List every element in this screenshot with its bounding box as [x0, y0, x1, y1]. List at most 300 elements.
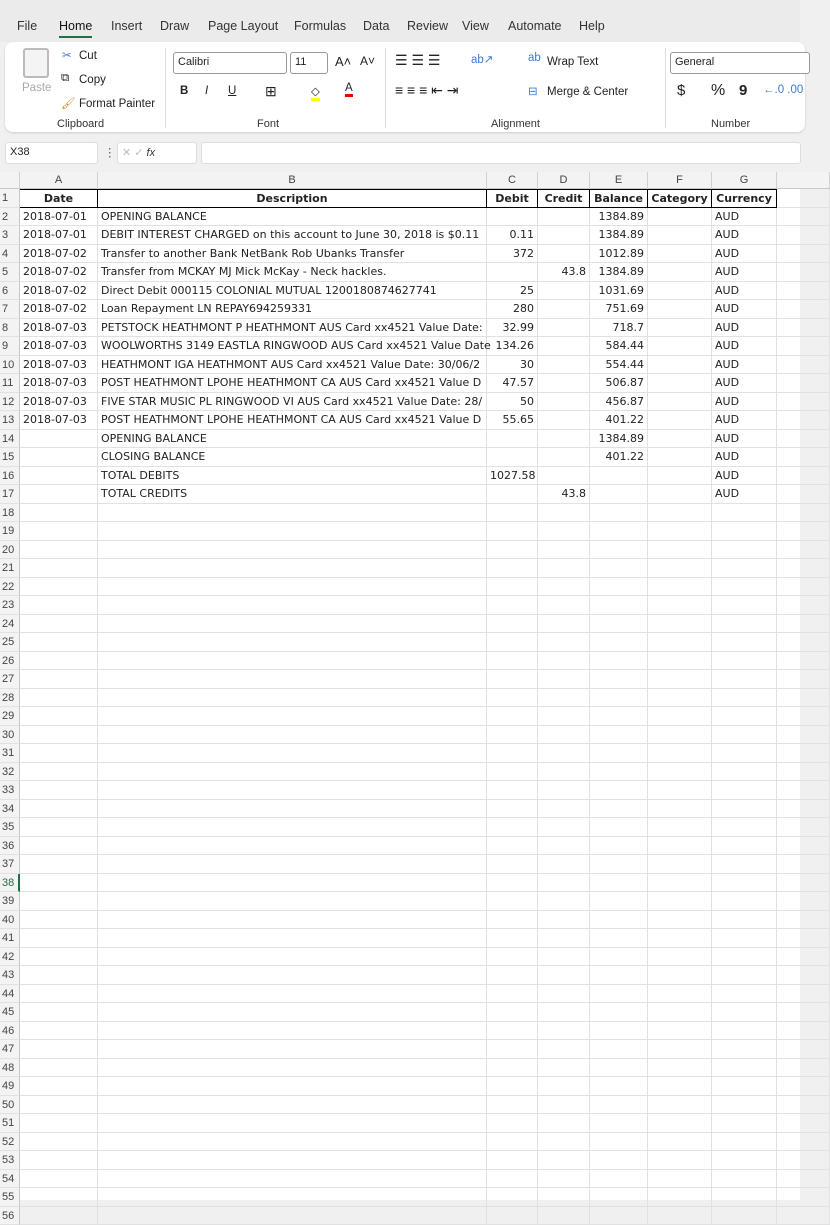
table-cell[interactable] — [20, 448, 98, 467]
table-cell[interactable] — [487, 652, 538, 671]
table-cell[interactable] — [487, 929, 538, 948]
table-cell[interactable]: FIVE STAR MUSIC PL RINGWOOD VI AUS Card xx4521 Value Date: 28/ — [98, 393, 487, 412]
table-cell[interactable] — [777, 226, 830, 245]
table-cell[interactable] — [712, 1114, 777, 1133]
table-cell[interactable] — [590, 929, 648, 948]
table-cell[interactable] — [648, 726, 712, 745]
row-header[interactable]: 13 — [0, 411, 20, 430]
row-header[interactable]: 53 — [0, 1151, 20, 1170]
table-cell[interactable]: AUD — [712, 393, 777, 412]
table-cell[interactable] — [712, 818, 777, 837]
table-cell[interactable] — [538, 837, 590, 856]
table-cell[interactable] — [538, 1188, 590, 1207]
table-cell[interactable] — [538, 800, 590, 819]
table-cell[interactable]: AUD — [712, 319, 777, 338]
menu-home[interactable]: Home — [59, 19, 92, 38]
table-cell[interactable] — [98, 763, 487, 782]
table-cell[interactable] — [777, 911, 830, 930]
table-cell[interactable] — [538, 541, 590, 560]
table-cell[interactable] — [98, 726, 487, 745]
table-cell[interactable] — [777, 1003, 830, 1022]
table-cell[interactable] — [648, 319, 712, 338]
table-cell[interactable] — [648, 633, 712, 652]
table-cell[interactable] — [777, 374, 830, 393]
table-cell[interactable] — [712, 855, 777, 874]
table-cell[interactable] — [20, 633, 98, 652]
table-cell[interactable] — [648, 430, 712, 449]
table-cell[interactable] — [712, 689, 777, 708]
table-cell[interactable] — [538, 337, 590, 356]
table-cell[interactable] — [98, 1077, 487, 1096]
table-cell[interactable]: 2018-07-03 — [20, 393, 98, 412]
table-cell[interactable] — [538, 1151, 590, 1170]
table-cell[interactable] — [98, 689, 487, 708]
table-cell[interactable] — [777, 467, 830, 486]
table-cell[interactable] — [538, 1040, 590, 1059]
table-cell[interactable] — [20, 892, 98, 911]
table-cell[interactable] — [487, 485, 538, 504]
table-cell[interactable] — [487, 1059, 538, 1078]
table-cell[interactable]: AUD — [712, 208, 777, 227]
font-color-icon[interactable]: A — [345, 82, 353, 97]
table-cell[interactable]: DEBIT INTEREST CHARGED on this account to June 30, 2018 is $0.11 — [98, 226, 487, 245]
table-cell[interactable] — [20, 707, 98, 726]
menu-formulas[interactable]: Formulas — [294, 19, 346, 33]
table-cell[interactable] — [648, 374, 712, 393]
table-cell[interactable] — [777, 874, 830, 893]
row-header[interactable]: 15 — [0, 448, 20, 467]
table-cell[interactable] — [648, 504, 712, 523]
table-cell[interactable] — [487, 559, 538, 578]
table-cell[interactable] — [648, 1059, 712, 1078]
table-cell[interactable] — [538, 763, 590, 782]
table-cell[interactable] — [487, 948, 538, 967]
table-cell[interactable] — [98, 781, 487, 800]
font-name-select[interactable]: Calibri — [173, 52, 287, 74]
table-cell[interactable] — [777, 615, 830, 634]
row-header[interactable]: 38 — [0, 874, 20, 893]
table-cell[interactable] — [648, 467, 712, 486]
table-cell[interactable] — [20, 504, 98, 523]
table-cell[interactable] — [20, 559, 98, 578]
table-cell[interactable] — [20, 1040, 98, 1059]
table-cell[interactable] — [538, 448, 590, 467]
table-cell[interactable] — [590, 1077, 648, 1096]
increase-font-icon[interactable]: A˄ — [335, 54, 351, 69]
table-cell[interactable] — [648, 929, 712, 948]
row-header[interactable]: 44 — [0, 985, 20, 1004]
table-cell[interactable] — [648, 615, 712, 634]
table-cell[interactable] — [487, 1188, 538, 1207]
table-cell[interactable]: Loan Repayment LN REPAY694259331 — [98, 300, 487, 319]
table-cell[interactable] — [98, 837, 487, 856]
table-cell[interactable] — [98, 1151, 487, 1170]
table-cell[interactable] — [777, 670, 830, 689]
table-cell[interactable]: OPENING BALANCE — [98, 208, 487, 227]
table-cell[interactable]: 2018-07-03 — [20, 374, 98, 393]
table-cell[interactable]: AUD — [712, 263, 777, 282]
table-cell[interactable] — [590, 1040, 648, 1059]
currency-button[interactable]: $ — [677, 82, 685, 99]
table-cell[interactable] — [712, 985, 777, 1004]
table-cell[interactable] — [590, 504, 648, 523]
table-cell[interactable]: 718.7 — [590, 319, 648, 338]
table-cell[interactable]: 2018-07-03 — [20, 319, 98, 338]
table-cell[interactable]: 30 — [487, 356, 538, 375]
column-header-c[interactable]: C — [487, 172, 538, 189]
table-cell[interactable] — [487, 633, 538, 652]
table-cell[interactable] — [538, 1133, 590, 1152]
row-header[interactable]: 45 — [0, 1003, 20, 1022]
table-cell[interactable] — [538, 1096, 590, 1115]
table-cell[interactable] — [538, 652, 590, 671]
merge-center-button[interactable]: Merge & Center — [547, 86, 628, 98]
table-cell[interactable] — [590, 615, 648, 634]
menu-review[interactable]: Review — [407, 19, 448, 33]
table-cell[interactable] — [98, 522, 487, 541]
row-header[interactable]: 22 — [0, 578, 20, 597]
table-cell[interactable] — [487, 430, 538, 449]
bold-button[interactable]: B — [180, 85, 188, 97]
table-cell[interactable] — [487, 522, 538, 541]
table-cell[interactable] — [590, 985, 648, 1004]
table-cell[interactable] — [712, 1151, 777, 1170]
table-cell[interactable] — [538, 356, 590, 375]
table-cell[interactable] — [648, 966, 712, 985]
row-header[interactable]: 40 — [0, 911, 20, 930]
table-cell[interactable]: AUD — [712, 374, 777, 393]
table-cell[interactable] — [712, 929, 777, 948]
table-cell[interactable] — [20, 1170, 98, 1189]
table-cell[interactable] — [20, 800, 98, 819]
table-cell[interactable] — [20, 929, 98, 948]
table-cell[interactable] — [487, 615, 538, 634]
table-cell[interactable] — [712, 948, 777, 967]
row-header[interactable]: 25 — [0, 633, 20, 652]
table-cell[interactable]: CLOSING BALANCE — [98, 448, 487, 467]
table-cell[interactable] — [648, 393, 712, 412]
table-cell[interactable] — [538, 855, 590, 874]
table-cell[interactable] — [777, 948, 830, 967]
table-cell[interactable] — [538, 208, 590, 227]
table-cell[interactable] — [777, 578, 830, 597]
table-cell[interactable] — [98, 929, 487, 948]
table-cell[interactable]: AUD — [712, 226, 777, 245]
table-cell[interactable] — [648, 411, 712, 430]
table-cell[interactable] — [712, 596, 777, 615]
table-cell[interactable] — [538, 781, 590, 800]
table-cell[interactable] — [777, 356, 830, 375]
row-header[interactable]: 12 — [0, 393, 20, 412]
table-cell[interactable] — [538, 726, 590, 745]
table-cell[interactable] — [487, 855, 538, 874]
table-cell[interactable] — [590, 559, 648, 578]
table-cell[interactable] — [777, 1040, 830, 1059]
row-header[interactable]: 7 — [0, 300, 20, 319]
table-cell[interactable] — [20, 615, 98, 634]
table-cell[interactable] — [590, 726, 648, 745]
table-cell[interactable] — [538, 744, 590, 763]
table-cell[interactable] — [777, 689, 830, 708]
table-cell[interactable] — [777, 818, 830, 837]
table-cell[interactable] — [487, 707, 538, 726]
row-header[interactable]: 2 — [0, 208, 20, 227]
copy-button[interactable]: Copy — [79, 74, 106, 86]
table-cell[interactable] — [712, 707, 777, 726]
table-cell[interactable] — [20, 763, 98, 782]
table-cell[interactable] — [538, 319, 590, 338]
table-cell[interactable] — [538, 393, 590, 412]
table-cell[interactable]: POST HEATHMONT LPOHE HEATHMONT CA AUS Card xx4521 Value D — [98, 374, 487, 393]
table-cell[interactable] — [777, 1207, 830, 1225]
table-cell[interactable] — [590, 855, 648, 874]
table-cell[interactable] — [487, 1207, 538, 1225]
menu-insert[interactable]: Insert — [111, 19, 142, 33]
table-cell[interactable] — [538, 226, 590, 245]
table-cell[interactable] — [20, 541, 98, 560]
table-cell[interactable] — [487, 504, 538, 523]
table-cell[interactable] — [777, 411, 830, 430]
table-cell[interactable] — [648, 282, 712, 301]
format-painter-button[interactable]: Format Painter — [79, 98, 155, 110]
table-cell[interactable] — [538, 985, 590, 1004]
table-cell[interactable] — [538, 522, 590, 541]
table-cell[interactable]: AUD — [712, 356, 777, 375]
table-cell[interactable] — [98, 578, 487, 597]
table-cell[interactable] — [20, 689, 98, 708]
table-cell[interactable] — [712, 559, 777, 578]
fx-icon[interactable]: fx — [147, 147, 156, 159]
menu-help[interactable]: Help — [579, 19, 605, 33]
table-cell[interactable] — [487, 448, 538, 467]
table-cell[interactable] — [648, 707, 712, 726]
table-cell[interactable] — [538, 707, 590, 726]
table-cell[interactable] — [590, 1151, 648, 1170]
table-cell[interactable] — [777, 1188, 830, 1207]
table-cell[interactable] — [590, 707, 648, 726]
table-cell[interactable] — [648, 689, 712, 708]
table-cell[interactable] — [590, 1188, 648, 1207]
row-header[interactable]: 42 — [0, 948, 20, 967]
table-cell[interactable] — [590, 1059, 648, 1078]
table-cell[interactable] — [712, 874, 777, 893]
table-cell[interactable] — [538, 892, 590, 911]
row-header[interactable]: 3 — [0, 226, 20, 245]
table-cell[interactable] — [777, 1096, 830, 1115]
table-cell[interactable] — [538, 670, 590, 689]
row-header[interactable]: 8 — [0, 319, 20, 338]
table-cell[interactable]: 25 — [487, 282, 538, 301]
decrease-font-icon[interactable]: A˅ — [360, 54, 375, 68]
table-cell[interactable] — [20, 911, 98, 930]
table-cell[interactable] — [777, 763, 830, 782]
table-cell[interactable] — [538, 559, 590, 578]
table-cell[interactable]: 50 — [487, 393, 538, 412]
italic-button[interactable]: I — [205, 85, 208, 97]
row-header[interactable]: 43 — [0, 966, 20, 985]
table-cell[interactable] — [712, 911, 777, 930]
table-cell[interactable] — [712, 522, 777, 541]
table-cell[interactable] — [20, 744, 98, 763]
table-cell[interactable] — [20, 1077, 98, 1096]
table-cell[interactable]: OPENING BALANCE — [98, 430, 487, 449]
table-cell[interactable] — [20, 1207, 98, 1225]
table-cell[interactable] — [648, 874, 712, 893]
table-cell[interactable] — [712, 1133, 777, 1152]
table-cell[interactable] — [777, 430, 830, 449]
table-cell[interactable]: WOOLWORTHS 3149 EASTLA RINGWOOD AUS Card xx4521 Value Date — [98, 337, 487, 356]
table-cell[interactable] — [20, 596, 98, 615]
row-header[interactable]: 55 — [0, 1188, 20, 1207]
table-cell[interactable] — [538, 430, 590, 449]
table-cell[interactable]: 1384.89 — [590, 226, 648, 245]
table-cell[interactable] — [20, 1114, 98, 1133]
table-cell[interactable] — [538, 948, 590, 967]
column-header-g[interactable]: G — [712, 172, 777, 189]
table-cell[interactable]: 1384.89 — [590, 263, 648, 282]
table-cell[interactable] — [590, 781, 648, 800]
select-all-corner[interactable] — [0, 172, 20, 189]
table-cell[interactable] — [712, 744, 777, 763]
table-cell[interactable] — [98, 615, 487, 634]
table-cell[interactable] — [590, 541, 648, 560]
table-cell[interactable] — [648, 559, 712, 578]
wrap-text-button[interactable]: Wrap Text — [547, 56, 598, 68]
table-cell[interactable] — [20, 837, 98, 856]
table-cell[interactable] — [648, 356, 712, 375]
table-cell[interactable] — [487, 837, 538, 856]
row-header[interactable]: 23 — [0, 596, 20, 615]
table-cell[interactable] — [648, 578, 712, 597]
table-cell[interactable] — [590, 485, 648, 504]
table-cell[interactable] — [487, 744, 538, 763]
cut-button[interactable]: Cut — [79, 50, 97, 62]
table-cell[interactable] — [777, 633, 830, 652]
table-cell[interactable] — [648, 1003, 712, 1022]
table-cell[interactable]: 1384.89 — [590, 430, 648, 449]
table-cell[interactable] — [487, 985, 538, 1004]
table-cell[interactable] — [590, 800, 648, 819]
table-cell[interactable]: 506.87 — [590, 374, 648, 393]
table-cell[interactable]: 32.99 — [487, 319, 538, 338]
table-cell[interactable] — [712, 652, 777, 671]
table-cell[interactable] — [538, 504, 590, 523]
table-cell[interactable] — [648, 1133, 712, 1152]
table-cell[interactable] — [20, 1188, 98, 1207]
table-cell[interactable] — [648, 596, 712, 615]
menu-data[interactable]: Data — [363, 19, 389, 33]
table-cell[interactable] — [20, 1059, 98, 1078]
row-header[interactable]: 16 — [0, 467, 20, 486]
table-cell[interactable] — [20, 670, 98, 689]
table-cell[interactable] — [487, 1022, 538, 1041]
table-cell[interactable] — [777, 1022, 830, 1041]
table-cell[interactable] — [777, 208, 830, 227]
table-cell[interactable] — [777, 504, 830, 523]
table-cell[interactable] — [712, 892, 777, 911]
number-format-select[interactable]: General — [670, 52, 810, 74]
table-cell[interactable] — [648, 892, 712, 911]
menu-file[interactable]: File — [17, 19, 37, 33]
table-cell[interactable] — [648, 541, 712, 560]
header-cell[interactable]: Currency — [712, 189, 777, 208]
table-cell[interactable] — [98, 1096, 487, 1115]
row-header[interactable]: 31 — [0, 744, 20, 763]
table-cell[interactable] — [538, 966, 590, 985]
table-cell[interactable] — [712, 1170, 777, 1189]
table-cell[interactable] — [590, 744, 648, 763]
table-cell[interactable] — [590, 966, 648, 985]
table-cell[interactable] — [777, 966, 830, 985]
table-cell[interactable] — [20, 1151, 98, 1170]
table-cell[interactable]: 2018-07-01 — [20, 208, 98, 227]
table-cell[interactable] — [538, 929, 590, 948]
table-cell[interactable] — [590, 1022, 648, 1041]
table-cell[interactable] — [538, 1170, 590, 1189]
table-cell[interactable]: 2018-07-03 — [20, 356, 98, 375]
table-cell[interactable] — [648, 245, 712, 264]
row-header[interactable]: 1 — [0, 189, 20, 208]
table-cell[interactable] — [487, 911, 538, 930]
table-cell[interactable] — [98, 541, 487, 560]
table-cell[interactable]: 584.44 — [590, 337, 648, 356]
table-cell[interactable] — [777, 282, 830, 301]
table-cell[interactable]: 0.11 — [487, 226, 538, 245]
column-header-f[interactable]: F — [648, 172, 712, 189]
table-cell[interactable] — [538, 1207, 590, 1225]
table-cell[interactable] — [487, 263, 538, 282]
table-cell[interactable] — [487, 874, 538, 893]
table-cell[interactable] — [648, 1040, 712, 1059]
table-cell[interactable] — [590, 689, 648, 708]
row-header[interactable]: 11 — [0, 374, 20, 393]
table-cell[interactable] — [20, 485, 98, 504]
table-cell[interactable] — [538, 467, 590, 486]
table-cell[interactable] — [648, 522, 712, 541]
table-cell[interactable] — [777, 559, 830, 578]
borders-icon[interactable]: ⊞ — [265, 83, 277, 100]
table-cell[interactable] — [648, 1022, 712, 1041]
row-header[interactable]: 28 — [0, 689, 20, 708]
table-cell[interactable] — [487, 818, 538, 837]
table-cell[interactable] — [777, 300, 830, 319]
table-cell[interactable] — [98, 948, 487, 967]
table-cell[interactable]: AUD — [712, 245, 777, 264]
table-cell[interactable]: 1384.89 — [590, 208, 648, 227]
table-cell[interactable] — [777, 781, 830, 800]
table-cell[interactable] — [98, 855, 487, 874]
table-cell[interactable] — [648, 263, 712, 282]
table-cell[interactable] — [98, 504, 487, 523]
table-cell[interactable] — [777, 855, 830, 874]
table-cell[interactable]: 1027.58 — [487, 467, 538, 486]
table-cell[interactable] — [487, 689, 538, 708]
table-cell[interactable] — [20, 1133, 98, 1152]
table-cell[interactable] — [487, 966, 538, 985]
table-cell[interactable] — [20, 652, 98, 671]
table-cell[interactable]: 47.57 — [487, 374, 538, 393]
table-cell[interactable] — [712, 1022, 777, 1041]
table-cell[interactable] — [98, 1133, 487, 1152]
table-cell[interactable] — [712, 1207, 777, 1225]
table-cell[interactable] — [712, 726, 777, 745]
table-cell[interactable]: TOTAL CREDITS — [98, 485, 487, 504]
table-cell[interactable]: 1031.69 — [590, 282, 648, 301]
table-cell[interactable] — [538, 411, 590, 430]
row-header[interactable]: 41 — [0, 929, 20, 948]
orientation-icon[interactable]: ab↗ — [471, 52, 493, 66]
column-header-e[interactable]: E — [590, 172, 648, 189]
